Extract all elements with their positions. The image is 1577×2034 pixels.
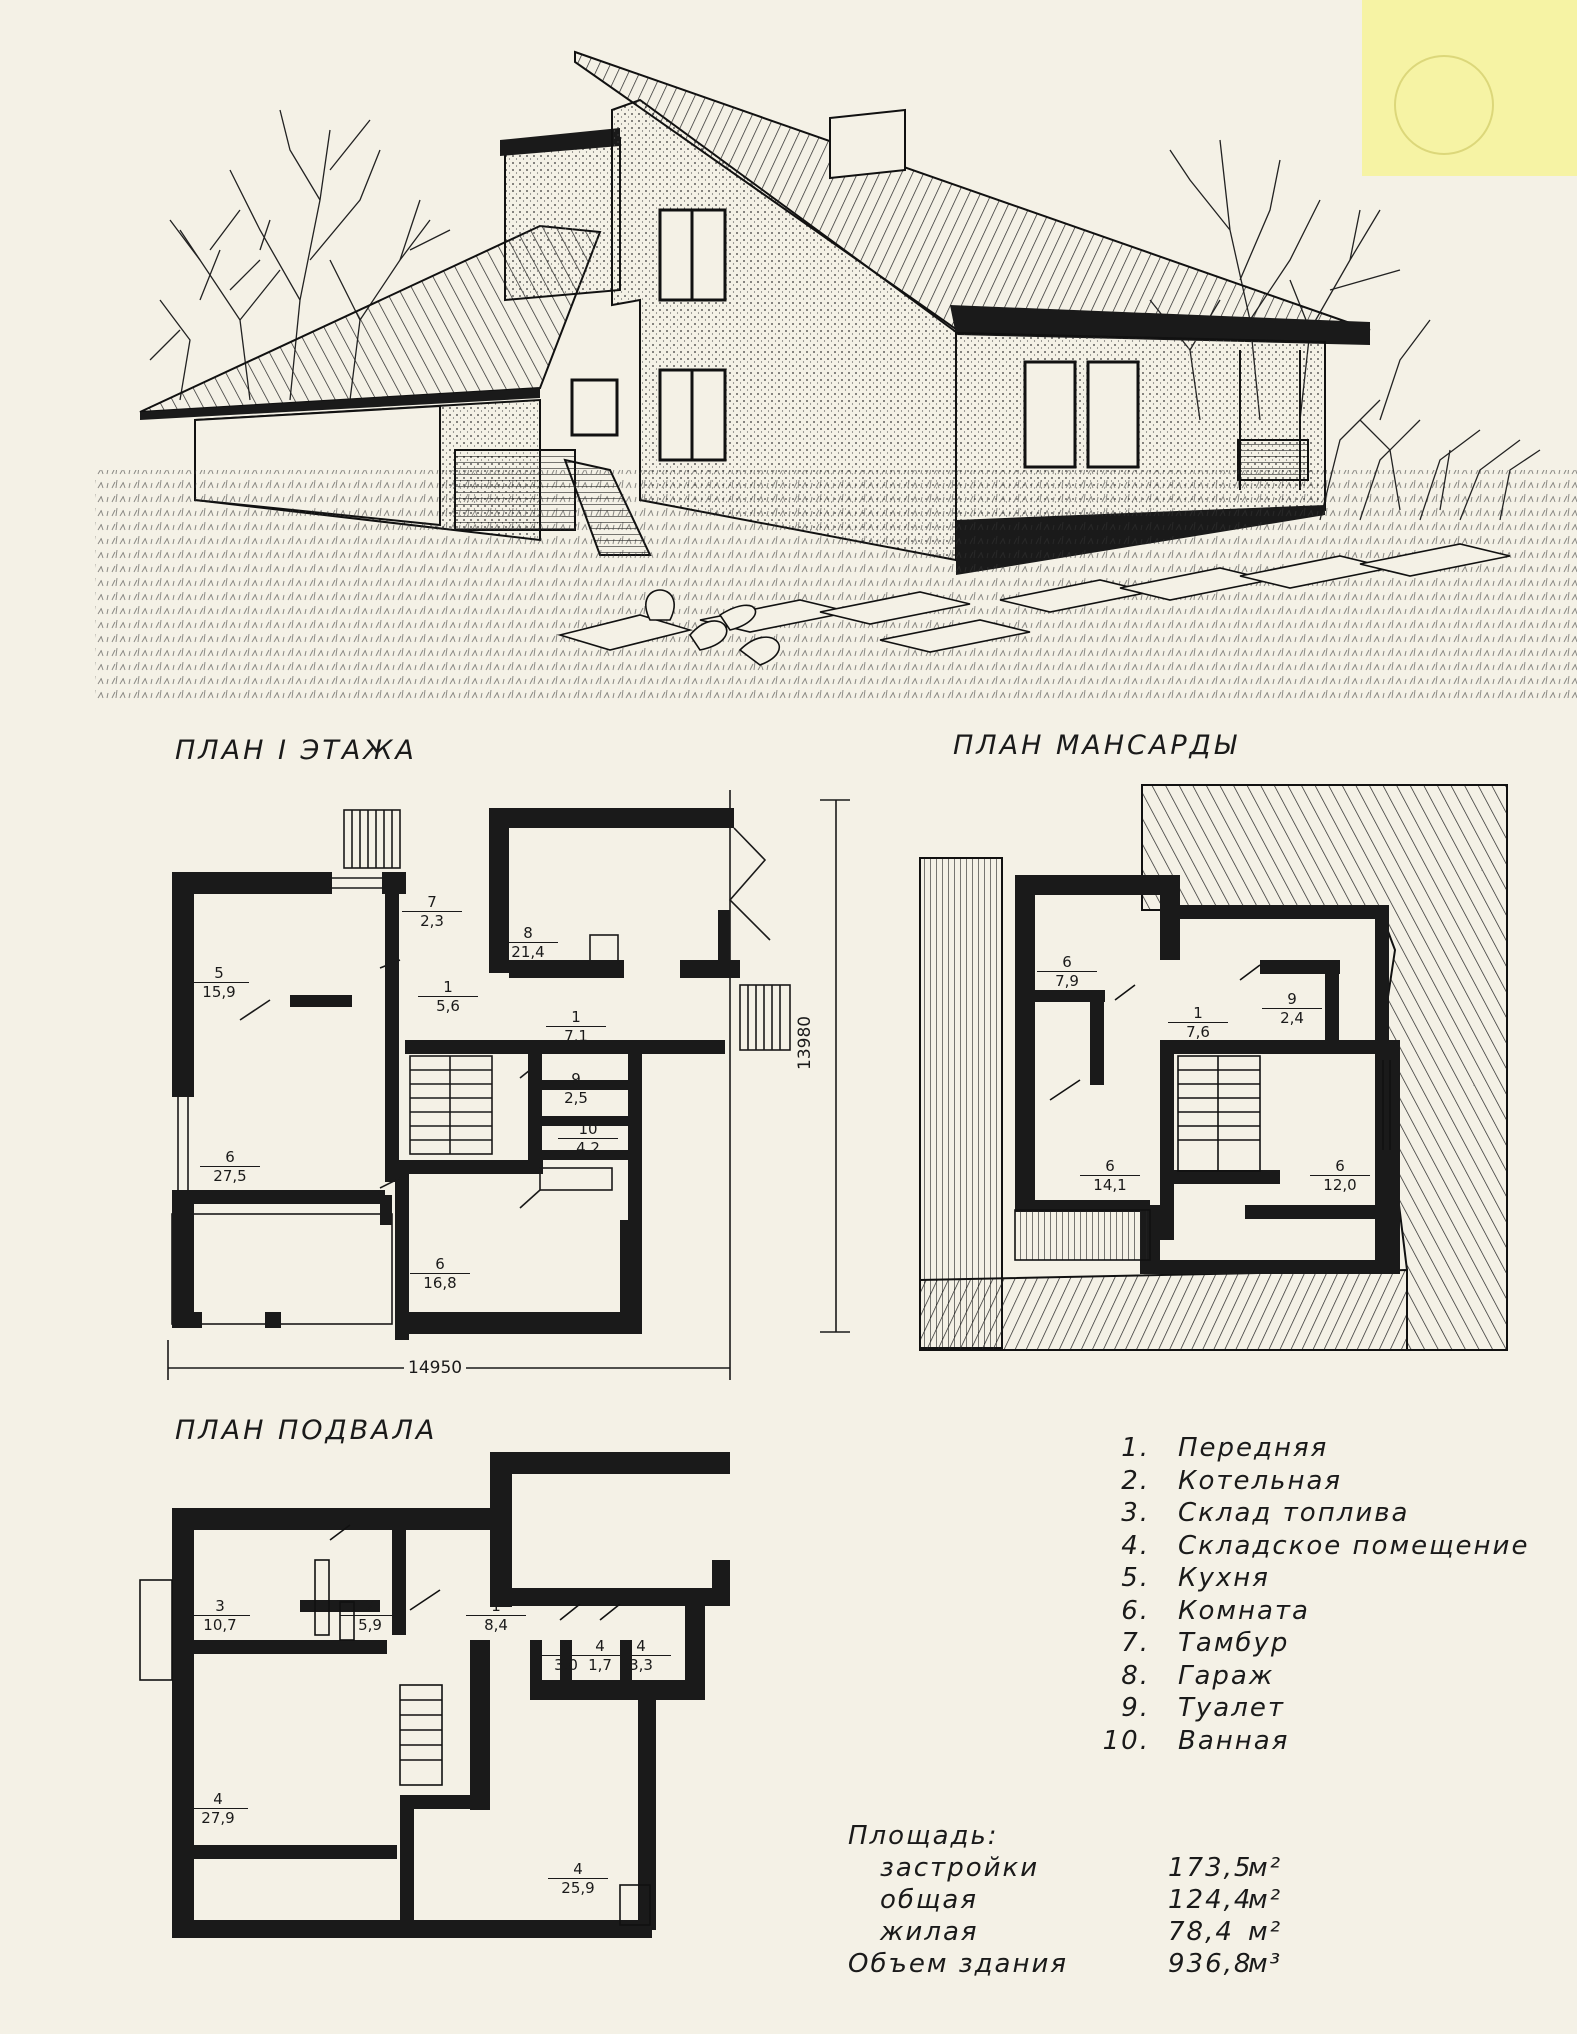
- room-label: 6 16,8: [410, 1255, 470, 1292]
- basement-plan: [140, 1452, 730, 1938]
- first-floor-plan: [168, 790, 850, 1380]
- stats-heading: Площадь:: [848, 1821, 999, 1851]
- room-label: 5 15,9: [189, 964, 249, 1001]
- room-label: 6 27,5: [200, 1148, 260, 1185]
- room-label: 10 4,2: [558, 1120, 618, 1157]
- room-label: 6 14,1: [1080, 1157, 1140, 1194]
- back-tower: [505, 138, 620, 300]
- stat-row-volume: Объем здания 936,8 м³: [848, 1949, 1283, 1979]
- room-label: 6 12,0: [1310, 1157, 1370, 1194]
- legend-item: 9. Туалет: [1121, 1693, 1285, 1723]
- room-label: 7 2,3: [402, 893, 462, 930]
- legend-item: 3. Склад топлива: [1121, 1498, 1410, 1528]
- area-stats: [848, 1820, 1368, 1980]
- room-label: 1 8,4: [466, 1597, 526, 1634]
- dimension-depth: 13980: [795, 1015, 815, 1070]
- room-legend: [1080, 1432, 1529, 1757]
- legend-item: 5. Кухня: [1121, 1563, 1270, 1593]
- house-perspective: [95, 52, 1577, 700]
- room-label: 9 2,5: [546, 1070, 606, 1107]
- legend-item: 7. Тамбур: [1121, 1628, 1290, 1658]
- attic-roof-left: [920, 858, 1002, 1348]
- attic-plan: [920, 785, 1507, 1350]
- dimension-width: 14950: [404, 1358, 466, 1378]
- room-label: 3 10,7: [190, 1597, 250, 1634]
- basement-walls: [172, 1452, 730, 1938]
- chimney: [830, 110, 905, 178]
- legend-item: 10. Ванная: [1102, 1725, 1290, 1756]
- stat-row: общая 124,4 м²: [880, 1885, 1283, 1915]
- room-label: 8 21,4: [498, 924, 558, 961]
- room-label: 4 3,0: [536, 1637, 596, 1674]
- first-floor-title: ПЛАН I ЭТАЖА: [175, 735, 417, 766]
- legend-item: 2. Котельная: [1121, 1465, 1343, 1496]
- room-label: 1 5,6: [418, 978, 478, 1015]
- room-label: 1 7,1: [546, 1008, 606, 1045]
- legend-item: 6. Комната: [1121, 1595, 1310, 1626]
- stat-row: застройки 173,5 м²: [880, 1853, 1283, 1883]
- basement-title: ПЛАН ПОДВАЛА: [175, 1415, 438, 1446]
- attic-title: ПЛАН МАНСАРДЫ: [953, 730, 1239, 761]
- attic-roof-bottom: [920, 1270, 1407, 1350]
- room-label: 6 7,9: [1037, 953, 1097, 990]
- stat-row: жилая 78,4 м²: [880, 1917, 1283, 1947]
- lawn: [95, 470, 1577, 700]
- room-label: 9 2,4: [1262, 990, 1322, 1027]
- room-label: 4 1,7: [570, 1637, 630, 1674]
- room-label: 4 27,9: [188, 1790, 248, 1827]
- room-label: 4 3,3: [611, 1637, 671, 1674]
- legend-item: 1. Передняя: [1121, 1433, 1329, 1463]
- legend-item: 4. Складское помещение: [1121, 1530, 1530, 1561]
- room-label: 4 25,9: [548, 1860, 608, 1897]
- room-label: 1 7,6: [1168, 1004, 1228, 1041]
- room-label: 2 5,9: [340, 1597, 400, 1634]
- legend-item: 8. Гараж: [1121, 1660, 1275, 1691]
